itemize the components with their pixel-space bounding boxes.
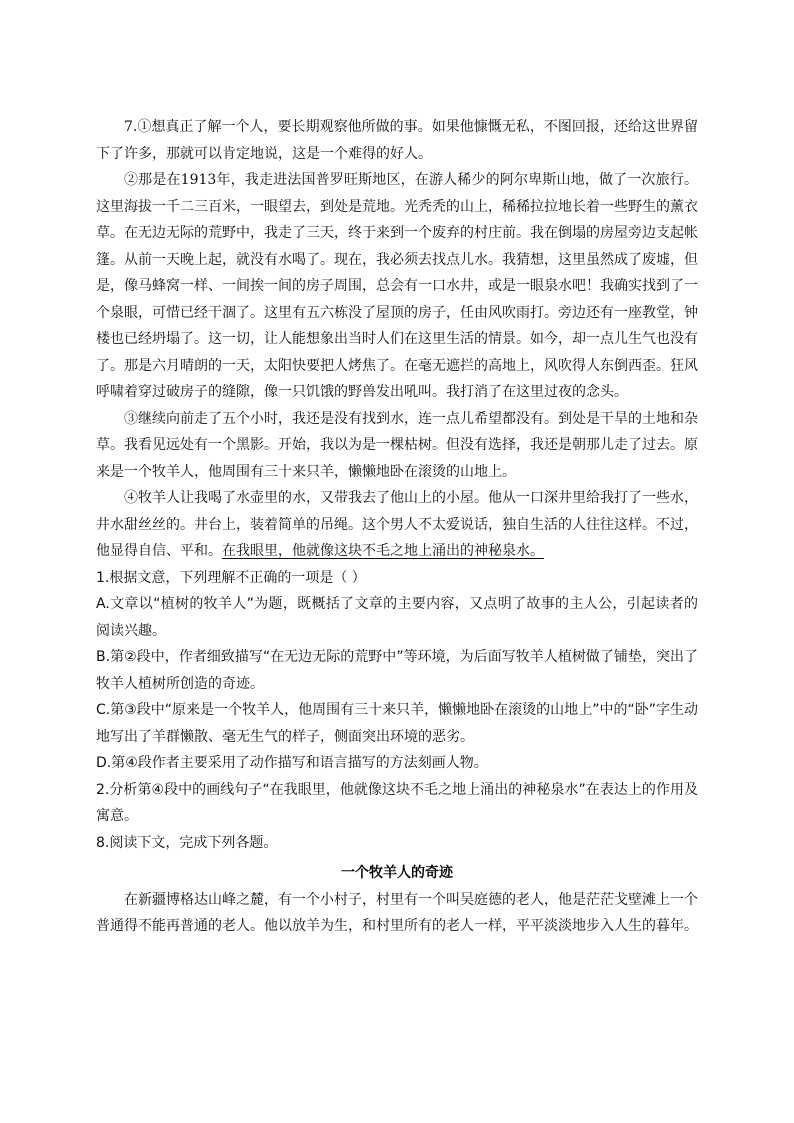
passage-2-title: 一个牧羊人的奇迹 xyxy=(341,865,453,881)
question-8: 8.阅读下文，完成下列各题。 xyxy=(96,834,278,851)
question-2: 2.分析第④段中的画线句子“在我眼里，他就像这块不毛之地上涌出的神秘泉水”在表达上的作用及寓意。 xyxy=(96,781,698,824)
document-content xyxy=(96,114,698,940)
option-d: D.第④段作者主要采用了动作描写和语言描写的方法刻画人物。 xyxy=(96,755,488,771)
underlined-sentence: 在我眼里，他就像这块不毛之地上涌出的神秘泉水。 xyxy=(222,543,544,559)
question-1: 1.根据文意，下列理解不正确的一项是（ ） xyxy=(96,569,366,586)
passage-2-paragraph-1: 在新疆博格达山峰之麓，有一个小村子，村里有一个叫吴庭德的老人，他是茫茫戈壁滩上一个普通得不能再普通的老人。他以放羊为生，和村里所有的老人一样，平平淡淡地步入人生的暮年。 xyxy=(96,891,698,934)
passage-paragraph-1: 7.①想真正了解一个人，要长期观察他所做的事。如果他慷慨无私，不图回报，还给这世界留下了许多，那就可以肯定地说，这是一个难得的好人。 xyxy=(96,119,698,162)
passage-paragraph-3: ③继续向前走了五个小时，我还是没有找到水，连一点儿希望都没有。到处是干旱的土地和杂草。我看见远处有一个黑影。开始，我以为是一棵枯树。但没有选择，我还是朝那儿走了过去。原来是一个牧羊人，他周围有三十来只羊，懒懒地卧在滚烫的山地上。 xyxy=(96,410,698,480)
passage-paragraph-2: ②那是在1913年，我走进法国普罗旺斯地区，在游人稀少的阿尔卑斯山地，做了一次旅行。这里海拔一千二三百米，一眼望去，到处是荒地。光秃秃的山上，稀稀拉拉地长着一些野生的薰衣草。在无边无际的荒野中，我走了三天，终于来到一个废弃的村庄前。我在倒塌的房屋旁边支起帐篷。从前一天晚上起，就没有水喝了。现在，我必须去找点儿水。我猜想，这里虽然成了废墟，但是，像马蜂窝一样、一间挨一间的房子周围，总会有一口水井，或是一眼泉水吧！我确实找到了一个泉眼，可惜已经干涸了。这里有五六栋没了屋顶的房子，任由风吹雨打。旁边还有一座教堂，钟楼也已经坍塌了。这一切，让人能想象出当时人们在这里生活的情景。如今，却一点儿生气也没有了。那是六月晴朗的一天，太阳快要把人烤焦了。在毫无遮拦的高地上，风吹得人东倒西歪。狂风呼啸着穿过破房子的缝隙，像一只饥饿的野兽发出吼叫。我打消了在这里过夜的念头。 xyxy=(96,172,698,400)
passage-paragraph-4 xyxy=(96,485,698,565)
paragraph-4-text: ④牧羊人让我喝了水壶里的水，又带我去了他山上的小屋。他从一口深井里给我打了一些水，井水甜丝丝的。井台上，装着简单的吊绳。这个男人不太爱说话，独自生活的人往往这样。不过，他显得自信、平和。 xyxy=(96,490,698,559)
option-a: A.文章以“植树的牧羊人”为题，既概括了文章的主要内容，又点明了故事的主人公，引起读者的阅读兴趣。 xyxy=(96,596,698,639)
option-c: C.第③段中“原来是一个牧羊人，他周围有三十来只羊，懒懒地卧在滚烫的山地上”中的“卧”字生动地写出了羊群懒散、毫无生气的样子，侧面突出环境的恶劣。 xyxy=(96,702,698,745)
option-b: B.第②段中，作者细致描写“在无边无际的荒野中”等环境，为后面写牧羊人植树做了铺垫，突出了牧羊人植树所创造的奇迹。 xyxy=(96,649,698,692)
